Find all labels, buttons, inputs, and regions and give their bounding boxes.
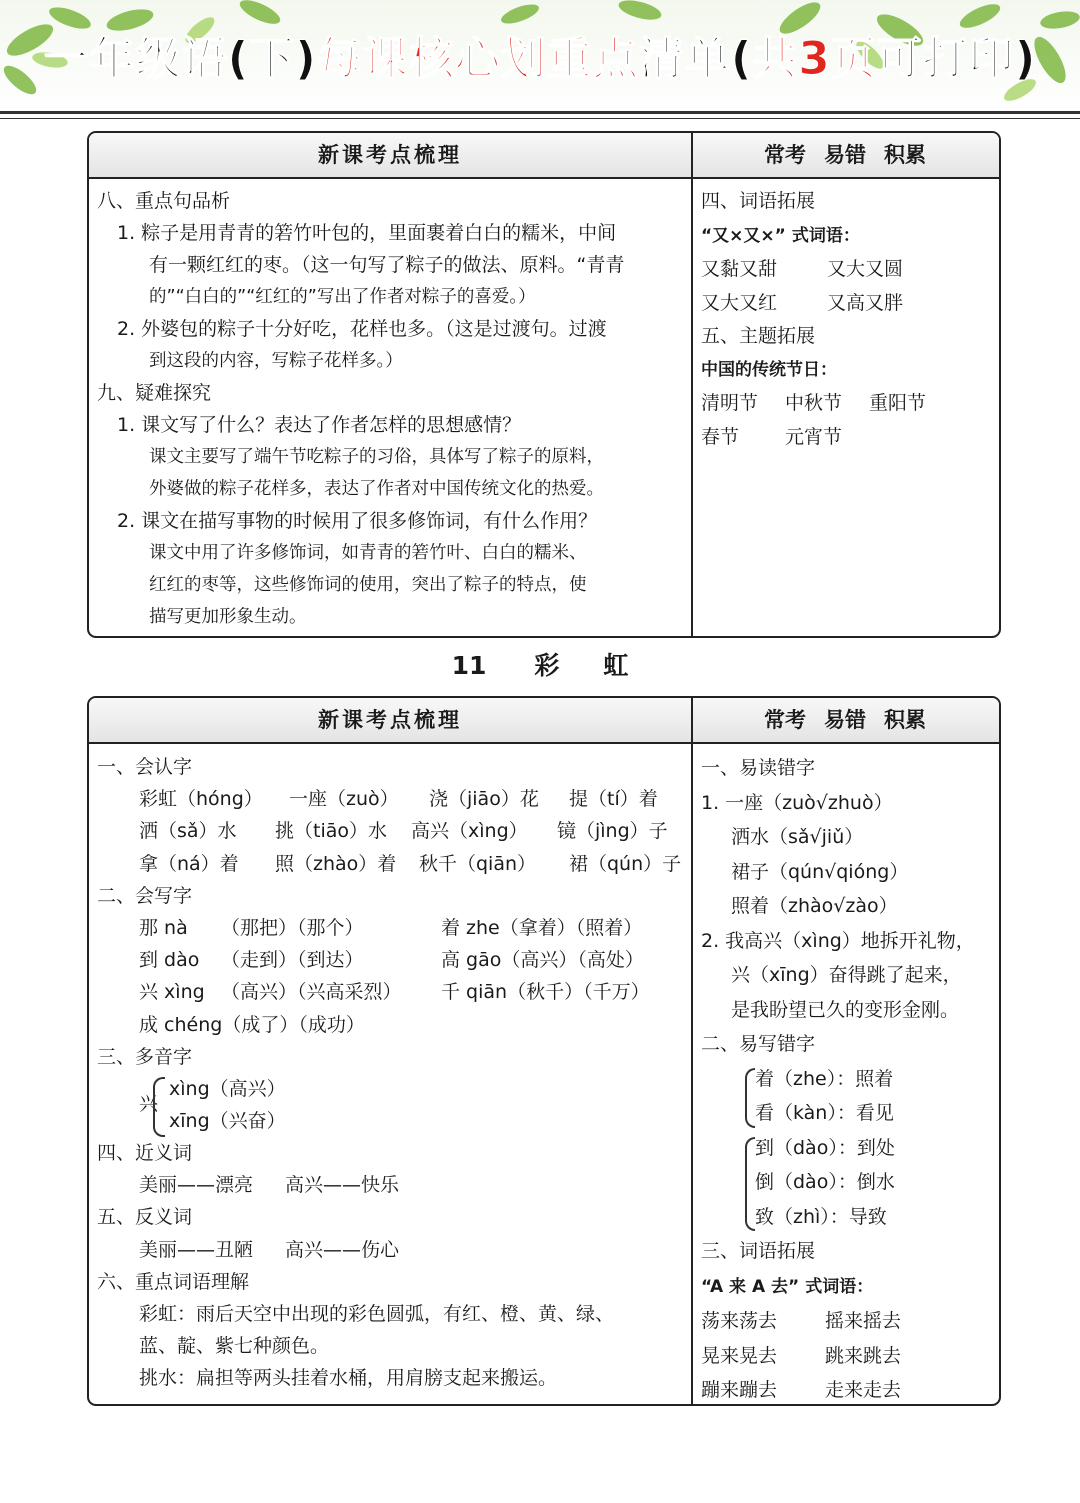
column-divider <box>691 698 693 1404</box>
section-heading: 四、词语拓展 <box>701 190 816 212</box>
misread-item: 裙子（qún√qióng） <box>731 860 909 883</box>
table-header <box>89 133 999 179</box>
polyphone-group <box>97 1073 685 1137</box>
write-row: 到 dào （走到）（到达） 高 gāo（高兴）（高处） <box>139 949 644 972</box>
word-row: 又黏又甜 又大又圆 <box>701 258 904 280</box>
polyphone-reading: xīng（兴奋） <box>169 1110 286 1133</box>
list-item: 外婆做的粽子花样多，表达了作者对中国传统文化的热爱。 <box>149 479 604 499</box>
write-row: 兴 xìng （高兴）（兴高采烈） 千 qiān（秋千）（千万） <box>139 981 650 1004</box>
miswrite-item: 到（dào）：到处 <box>755 1136 895 1159</box>
misread-item: 照着（zhào√zào） <box>731 895 898 917</box>
brace <box>745 1068 755 1128</box>
list-item: 1. 课文写了什么？表达了作者怎样的思想感情？ <box>117 414 522 436</box>
list-item: 的”“白白的”“红红的”写出了作者对粽子的喜爱。） <box>149 287 536 307</box>
recognize-row: 拿（ná）着 照（zhào）着 秋千（qiān） 裙（qún）子 <box>139 852 682 875</box>
section-heading: 三、多音字 <box>97 1045 193 1068</box>
header-banner <box>0 0 1080 112</box>
write-row: 那 nà （那把）（那个） 着 zhe（拿着）（照着） <box>139 917 643 940</box>
section-heading: 三、词语拓展 <box>701 1240 816 1262</box>
miswrite-group <box>701 1131 993 1235</box>
festival-row: 春节 元宵节 <box>701 425 843 448</box>
list-item: 2. 课文在描写事物的时候用了很多修饰词，有什么作用？ <box>117 510 598 532</box>
section-heading: 六、重点词语理解 <box>97 1270 250 1293</box>
list-item: 到这段的内容，写粽子花样多。） <box>149 351 403 371</box>
header-left: 新课考点梳理 <box>318 143 462 167</box>
pattern-label: “又×又×” 式词语： <box>701 225 860 246</box>
header-left: 新课考点梳理 <box>318 708 462 732</box>
list-item: 课文主要写了端午节吃粽子的习俗，具体写了粽子的原料， <box>149 447 604 467</box>
section-table-2 <box>87 696 1001 1406</box>
synonym-row: 美丽——漂亮 高兴——快乐 <box>139 1174 400 1197</box>
section-heading: 二、会写字 <box>97 884 193 907</box>
brace <box>745 1137 755 1231</box>
table-header <box>89 698 999 744</box>
section-heading: 一、会认字 <box>97 756 193 778</box>
miswrite-item: 致（zhì）：导致 <box>755 1205 887 1228</box>
section-table-1 <box>87 131 1001 638</box>
right-column <box>701 751 993 1406</box>
misread-item: 洒水（sǎ√jiǔ） <box>731 826 864 848</box>
explain-line: 挑水：扁担等两头挂着水桶，用肩膀支起来搬运。 <box>139 1367 558 1390</box>
polyphone-reading: xìng（高兴） <box>169 1078 286 1101</box>
divider <box>0 111 1080 114</box>
section-heading: 一、易读错字 <box>701 757 816 779</box>
brace <box>153 1077 165 1137</box>
example-item: 兴（xīng）奋得跳了起来， <box>731 964 962 986</box>
section-heading: 八、重点句品析 <box>97 190 231 212</box>
section-heading: 九、疑难探究 <box>97 382 212 404</box>
misread-item: 1. 一座（zuò√zhuò） <box>701 791 893 814</box>
example-item: 2. 我高兴（xìng）地拆开礼物， <box>701 929 975 952</box>
word-row: 晃来晃去 跳来跳去 <box>701 1344 902 1367</box>
recognize-row: 洒（sǎ）水 挑（tiāo）水 高兴（xìng） 镜（jìng）子 <box>139 820 668 843</box>
lesson-title: 11 彩 虹 <box>451 651 629 680</box>
festival-row: 清明节 中秋节 重阳节 <box>701 392 927 414</box>
page-title: 一年级语(下)每课核心划重点清单(共3页可打印) <box>43 32 1037 85</box>
section-heading: 五、主题拓展 <box>701 325 816 347</box>
write-row: 成 chéng（成了）（成功） <box>139 1013 365 1036</box>
list-item: 有一颗红红的枣。（这一句写了粽子的做法、原料。“青青 <box>149 254 625 276</box>
explain-line: 彩虹：雨后天空中出现的彩色圆弧，有红、橙、黄、绿、 <box>139 1303 615 1326</box>
right-column <box>701 185 993 454</box>
list-item: 描写更加形象生动。 <box>149 607 307 627</box>
section-heading: 五、反义词 <box>97 1206 193 1229</box>
list-item: 1. 粽子是用青青的箬竹叶包的，里面裹着白白的糯米，中间 <box>117 222 617 244</box>
left-column <box>97 185 685 633</box>
miswrite-item: 看（kàn）：看见 <box>755 1102 894 1124</box>
list-item: 红红的枣等，这些修饰词的使用，突出了粽子的特点，使 <box>149 575 587 595</box>
explain-line: 蓝、靛、紫七种颜色。 <box>139 1335 330 1358</box>
word-row: 又大又红 又高又胖 <box>701 291 904 314</box>
pattern-label: “A 来 A 去” 式词语： <box>701 1276 874 1297</box>
word-row: 荡来荡去 摇来摇去 <box>701 1310 902 1332</box>
festival-title: 中国的传统节日： <box>701 359 837 380</box>
word-row: 蹦来蹦去 走来走去 <box>701 1379 902 1401</box>
divider <box>0 118 1080 119</box>
list-item: 2. 外婆包的粽子十分好吃，花样也多。（这是过渡句。过渡 <box>117 318 607 340</box>
section-heading: 四、近义词 <box>97 1142 193 1165</box>
header-right: 常考 易错 积累 <box>764 143 926 167</box>
left-column <box>97 751 685 1395</box>
antonym-row: 美丽——丑陋 高兴——伤心 <box>139 1238 400 1261</box>
miswrite-item: 倒（dào）：倒水 <box>755 1171 895 1193</box>
section-heading: 二、易写错字 <box>701 1033 816 1055</box>
miswrite-item: 着（zhe）：照着 <box>755 1067 894 1090</box>
column-divider <box>691 133 693 636</box>
header-right: 常考 易错 积累 <box>764 708 926 732</box>
polyphone-char: 兴 <box>139 1093 159 1116</box>
example-item: 是我盼望已久的变形金刚。 <box>731 998 960 1021</box>
recognize-row: 彩虹（hóng） 一座（zuò） 浇（jiāo）花 提（tí）着 <box>139 788 658 811</box>
list-item: 课文中用了许多修饰词，如青青的箬竹叶、白白的糯米、 <box>149 543 587 563</box>
miswrite-group <box>701 1062 993 1131</box>
